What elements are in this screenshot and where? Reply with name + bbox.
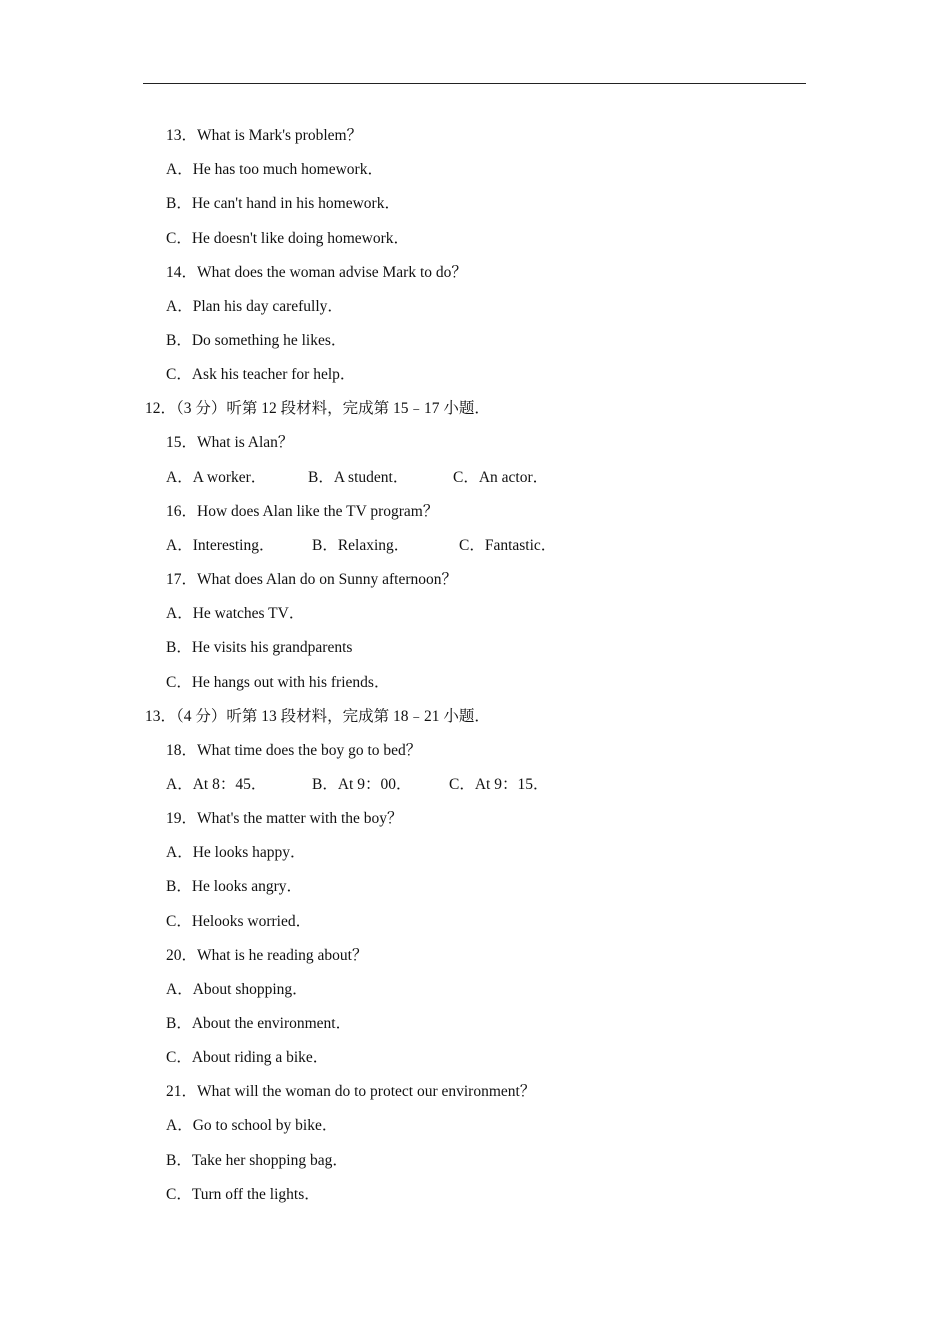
option-18b: B．At 9：00． [312,776,412,793]
option-19b: B．He looks angry． [166,878,303,895]
option-14c: C．Ask his teacher for help． [166,366,356,383]
option-16a: A．Interesting． [166,537,275,554]
option-13c: C．He doesn't like doing homework． [166,230,410,247]
option-17a: A．He watches TV． [166,605,305,622]
question-20: 20．What is he reading about？ [166,947,368,964]
option-19c: C．Helooks worried． [166,913,312,930]
question-21: 21．What will the woman do to protect our environment？ [166,1083,536,1100]
option-15c: C．An actor． [453,469,549,486]
option-15a: A．A worker． [166,469,267,486]
option-21a: A．Go to school by bike． [166,1117,338,1134]
section-12-heading: 12．（3 分）听第 12 段材料，完成第 15﹣17 小题． [145,400,490,417]
option-20a: A．About shopping． [166,981,308,998]
option-14b: B．Do something he likes． [166,332,347,349]
header-rule [143,83,806,84]
question-14: 14．What does the woman advise Mark to do？ [166,264,467,281]
option-16b: B．Relaxing． [312,537,410,554]
option-21c: C．Turn off the lights． [166,1186,320,1203]
option-15b: B．A student． [308,469,409,486]
option-16c: C．Fantastic． [459,537,557,554]
option-18a: A．At 8：45． [166,776,267,793]
option-14a: A．Plan his day carefully． [166,298,343,315]
question-19: 19．What's the matter with the boy？ [166,810,403,827]
option-17c: C．He hangs out with his friends． [166,674,390,691]
option-18c: C．At 9：15． [449,776,549,793]
option-20c: C．About riding a bike． [166,1049,329,1066]
option-13a: A．He has too much homework． [166,161,383,178]
option-20b: B．About the environment． [166,1015,352,1032]
option-13b: B．He can't hand in his homework． [166,195,400,212]
question-17: 17．What does Alan do on Sunny afternoon？ [166,571,458,588]
question-13: 13．What is Mark's problem？ [166,127,363,144]
option-21b: B．Take her shopping bag． [166,1152,348,1169]
section-13-heading: 13．（4 分）听第 13 段材料，完成第 18﹣21 小题． [145,708,490,725]
option-17b: B．He visits his grandparents [166,639,353,656]
option-19a: A．He looks happy． [166,844,306,861]
question-18: 18．What time does the boy go to bed？ [166,742,422,759]
question-15: 15．What is Alan？ [166,434,294,451]
question-16: 16．How does Alan like the TV program？ [166,503,439,520]
